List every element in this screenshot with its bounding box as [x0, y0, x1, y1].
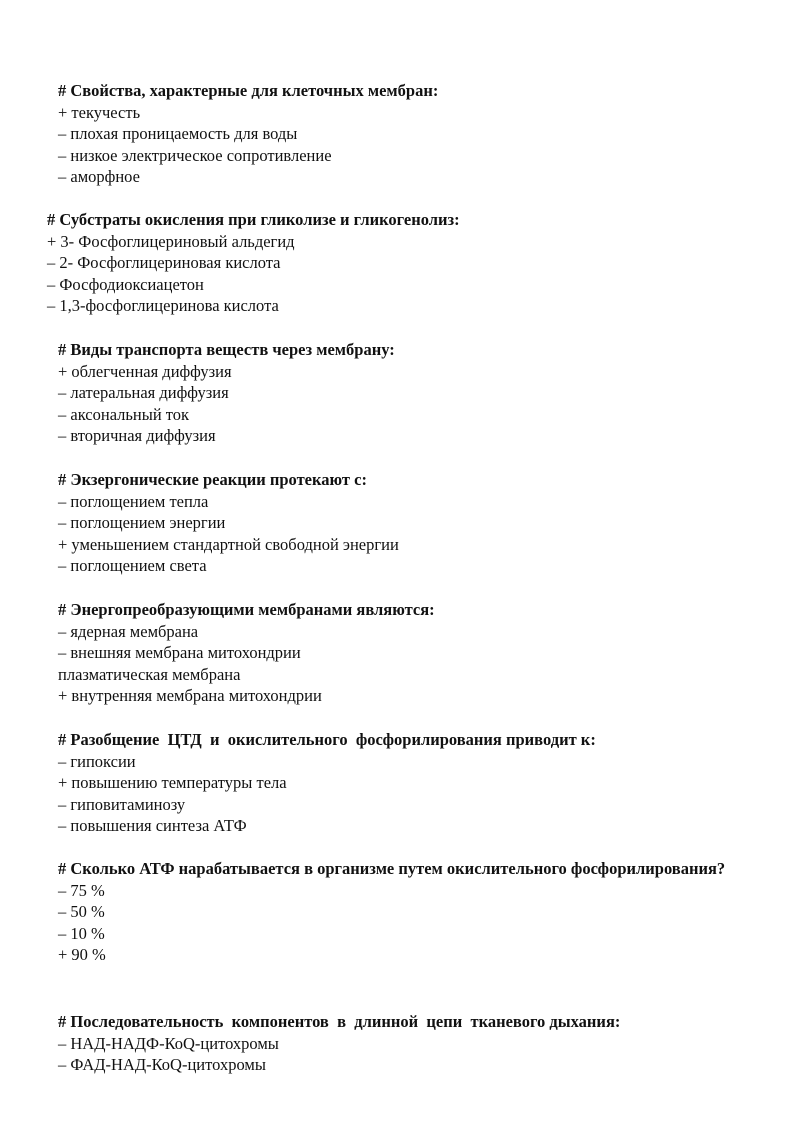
- answer-option: – низкое электрическое сопротивление: [58, 145, 332, 165]
- question-block: [47, 209, 460, 317]
- question-title: # Последовательность компонентов в длинной цепи тканевого дыхания:: [58, 1012, 621, 1031]
- question-title: # Энергопреобразующими мембранами являются:: [58, 600, 435, 619]
- answer-option: + облегченная диффузия: [58, 361, 232, 381]
- answer-option: + 90 %: [58, 945, 106, 965]
- answer-option: – 75 %: [58, 880, 105, 900]
- answer-option: – внешняя мембрана митохондрии: [58, 643, 301, 663]
- answer-option: – 50 %: [58, 902, 105, 922]
- question-title: # Экзергонические реакции протекают с:: [58, 470, 367, 489]
- question-title: # Субстраты окисления при гликолизе и гликогенолиз:: [47, 210, 460, 229]
- answer-option: – аксональный ток: [58, 404, 190, 424]
- question-title: # Разобщение ЦТД и окислительного фосфорилирования приводит к:: [58, 730, 596, 749]
- question-title: # Виды транспорта веществ через мембрану:: [58, 340, 395, 359]
- answer-option: – поглощением тепла: [58, 491, 209, 511]
- answer-option: – 2- Фосфоглицериновая кислота: [47, 253, 281, 273]
- question-block: [58, 339, 395, 447]
- answer-option: – поглощением света: [58, 556, 207, 576]
- answer-option: + внутренняя мембрана митохондрии: [58, 686, 322, 706]
- question-title: # Свойства, характерные для клеточных мембран:: [58, 81, 439, 100]
- question-block: [58, 469, 399, 577]
- answer-option: + 3- Фосфоглицериновый альдегид: [47, 231, 295, 251]
- question-block: [58, 599, 435, 707]
- answer-option: + текучесть: [58, 102, 141, 122]
- answer-option: – ядерная мембрана: [58, 621, 199, 641]
- answer-option: – НАД-НАДФ-КоQ-цитохромы: [58, 1033, 279, 1053]
- question-block: [58, 729, 596, 837]
- answer-option: – ФАД-НАД-КоQ-цитохромы: [58, 1055, 266, 1075]
- answer-option: – плохая проницаемость для воды: [58, 124, 298, 144]
- answer-option: + повышению температуры тела: [58, 773, 287, 793]
- question-block: [58, 1011, 620, 1076]
- answer-option: – гиповитаминозу: [58, 794, 186, 814]
- answer-option: – повышения синтеза АТФ: [58, 816, 247, 836]
- answer-option: – латеральная диффузия: [58, 383, 229, 403]
- answer-option: – Фосфодиоксиацетон: [47, 274, 204, 294]
- answer-option: – 10 %: [58, 923, 105, 943]
- answer-option: + уменьшением стандартной свободной энергии: [58, 534, 399, 554]
- answer-option: – 1,3-фосфоглицеринова кислота: [47, 296, 279, 316]
- answer-option: – гипоксии: [58, 751, 136, 771]
- answer-option: – аморфное: [58, 167, 140, 187]
- question-block: [58, 858, 738, 966]
- question-block: [58, 80, 438, 188]
- answer-option: плазматическая мембрана: [58, 664, 241, 684]
- answer-option: – вторичная диффузия: [58, 426, 216, 446]
- answer-option: – поглощением энергии: [58, 513, 226, 533]
- question-title: # Сколько АТФ нарабатывается в организме путем окислительного фосфорилирования?: [58, 859, 726, 878]
